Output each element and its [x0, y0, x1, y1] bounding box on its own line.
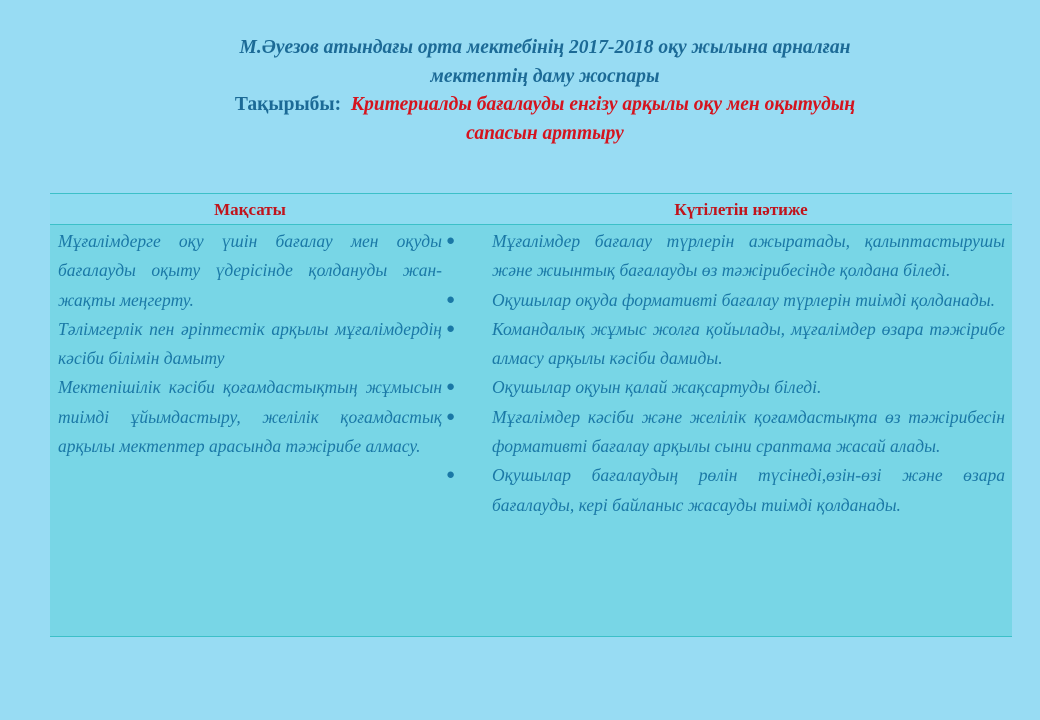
header-goals: Мақсаты: [214, 200, 286, 219]
goal-item: Мектепішілік кәсіби қоғамдастықтың жұмысын тиімді ұйымдастыру, желілік қоғамдастық арқылы мектептер арасында тәжірибе алмасу.: [58, 377, 442, 457]
table-body: [50, 225, 1012, 636]
topic-label: Тақырыбы:: [234, 94, 342, 115]
bullet-icon: ●: [446, 408, 456, 425]
result-item: ● Мұғалімдер кәсіби және желілік қоғамдастықта өз тәжірибесін формативті бағалау арқылы сыни сраптама жасай алады.: [492, 403, 1005, 462]
goal-item: Мұғалімдерге оқу үшін бағалау мен оқуды бағалауды оқыту үдерісінде қолдануды жан-жақты меңгерту.: [58, 231, 442, 310]
result-item: ● Командалық жұмыс жолға қойылады, мұғалімдер өзара тәжірибе алмасу арқылы кәсіби дамиды.: [492, 315, 1005, 374]
goal-item: Тәлімгерлік пен әріптестік арқылы мұғалімдердің кәсіби білімін дамыту: [58, 318, 442, 369]
plan-table: [50, 193, 1012, 637]
header-results: Күтілетін нәтиже: [674, 200, 808, 219]
slide-title: [120, 34, 970, 148]
result-item: ● Оқушылар оқуын қалай жақсартуды біледі.: [492, 373, 1005, 402]
bullet-icon: ●: [446, 320, 456, 337]
bullet-icon: ●: [446, 379, 456, 396]
title-line-2: мектептің даму жоспары: [430, 65, 660, 87]
bullet-icon: ●: [446, 233, 456, 249]
results-list: [446, 227, 1005, 520]
bullet-icon: ●: [446, 467, 456, 484]
bullet-icon: ●: [446, 291, 456, 308]
goals-column: [58, 227, 442, 461]
result-item: ● Мұғалімдер бағалау түрлерін ажыратады, қалыптастырушы және жиынтық бағалауды өз тәжірибесінде қолдана біледі.: [492, 227, 1005, 286]
table-header-row: [50, 194, 1012, 225]
result-item: ● Оқушылар бағалаудың рөлін түсінеді,өзін-өзі және өзара бағалауды, кері байланыс жасауды тиімді қолданады.: [492, 461, 1005, 520]
topic-text: Критериалды бағалауды енгізу арқылы оқу мен оқытудың: [350, 94, 856, 115]
topic-line-1: [120, 91, 970, 120]
topic-line-2: сапасын арттыру: [466, 122, 624, 144]
result-item: ● Оқушылар оқуда формативті бағалау түрлерін тиімді қолданады.: [492, 286, 1005, 315]
title-line-1: М.Әуезов атындағы орта мектебінің 2017-2018 оқу жылына арналған: [239, 37, 851, 58]
